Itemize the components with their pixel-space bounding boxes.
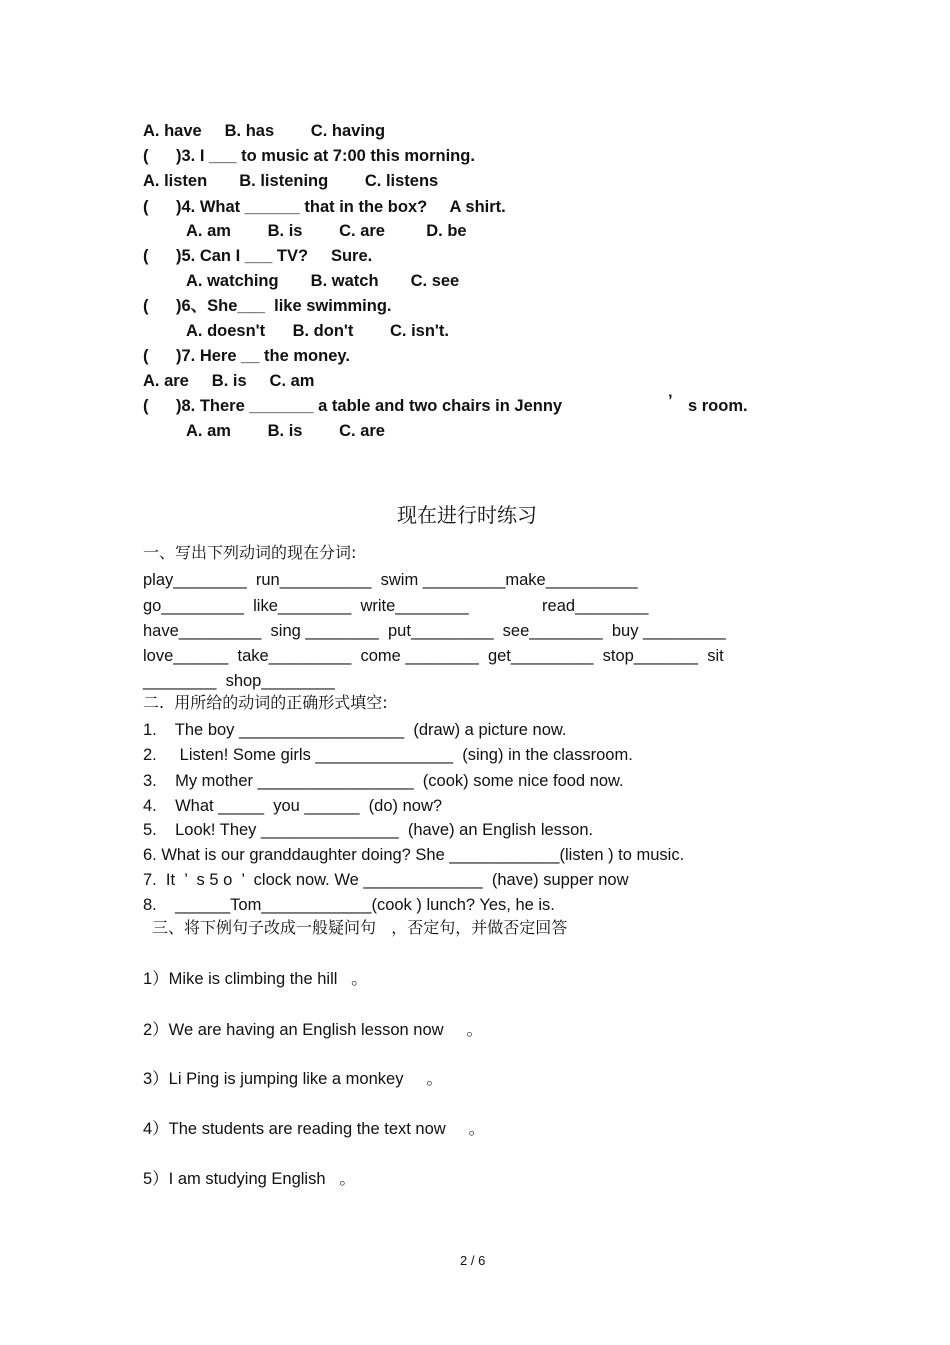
q5-options: A. watching B. watch C. see (186, 272, 460, 290)
q7-options: A. are B. is C. am (143, 372, 315, 390)
question-3: ( )3. I ___ to music at 7:00 this morning. (143, 147, 475, 165)
q4-options: A. am B. is C. are D. be (186, 222, 467, 240)
part1-line: go_________ like________ write________ read________ (143, 597, 649, 615)
part2-item: 7. It ’ s 5 o ’ clock now. We _____________ (have) supper now (143, 871, 629, 889)
part1-line: love______ take_________ come ________ get_________ stop_______ sit (143, 647, 724, 665)
q2-options: A. have B. has C. having (143, 122, 386, 140)
part2-item: 8. ______Tom____________(cook ) lunch? Yes, he is. (143, 896, 555, 914)
question-5: ( )5. Can I ___ TV? Sure. (143, 247, 373, 265)
part3-item: 3）Li Ping is jumping like a monkey 。 (143, 1070, 443, 1088)
part3-item: 2）We are having an English lesson now 。 (143, 1021, 483, 1039)
part2-heading: 二. 用所给的动词的正确形式填空: (143, 693, 388, 712)
part2-item: 5. Look! They _______________ (have) an English lesson. (143, 821, 594, 839)
part3-item: 1）Mike is climbing the hill 。 (143, 970, 368, 988)
part1-heading: 一、写出下列动词的现在分词: (143, 543, 357, 562)
part1-line: have_________ sing ________ put_________ see________ buy _________ (143, 622, 726, 640)
q8-apostrophe: ’ (668, 392, 673, 410)
page-number: 2 / 6 (460, 1253, 486, 1268)
q6-options: A. doesn't B. don't C. isn't. (186, 322, 449, 340)
q3-options: A. listen B. listening C. listens (143, 172, 439, 190)
part1-line: play________ run__________ swim _________make__________ (143, 571, 638, 589)
q8-options: A. am B. is C. are (186, 422, 385, 440)
question-8: ( )8. There _______ a table and two chairs in Jenny (143, 397, 563, 415)
question-8-end: s room. (688, 397, 748, 415)
part2-item: 4. What _____ you ______ (do) now? (143, 797, 443, 815)
question-7: ( )7. Here __ the money. (143, 347, 350, 365)
question-4: ( )4. What ______ that in the box? A shirt. (143, 198, 506, 216)
part2-item: 6. What is our granddaughter doing? She ____________(listen ) to music. (143, 846, 685, 864)
part2-item: 2. Listen! Some girls _______________ (sing) in the classroom. (143, 746, 633, 764)
part1-line: ________ shop________ (143, 672, 335, 690)
part2-item: 1. The boy __________________ (draw) a picture now. (143, 721, 567, 739)
part3-heading: 三、将下例句子改成一般疑问句 ，否定句，并做否定回答 (152, 918, 568, 937)
part2-item: 3. My mother _________________ (cook) some nice food now. (143, 772, 624, 790)
question-6: ( )6、She___ like swimming. (143, 297, 392, 315)
part3-item: 4）The students are reading the text now 。 (143, 1120, 486, 1138)
section-title: 现在进行时练习 (397, 503, 537, 527)
part3-item: 5）I am studying English 。 (143, 1170, 356, 1188)
